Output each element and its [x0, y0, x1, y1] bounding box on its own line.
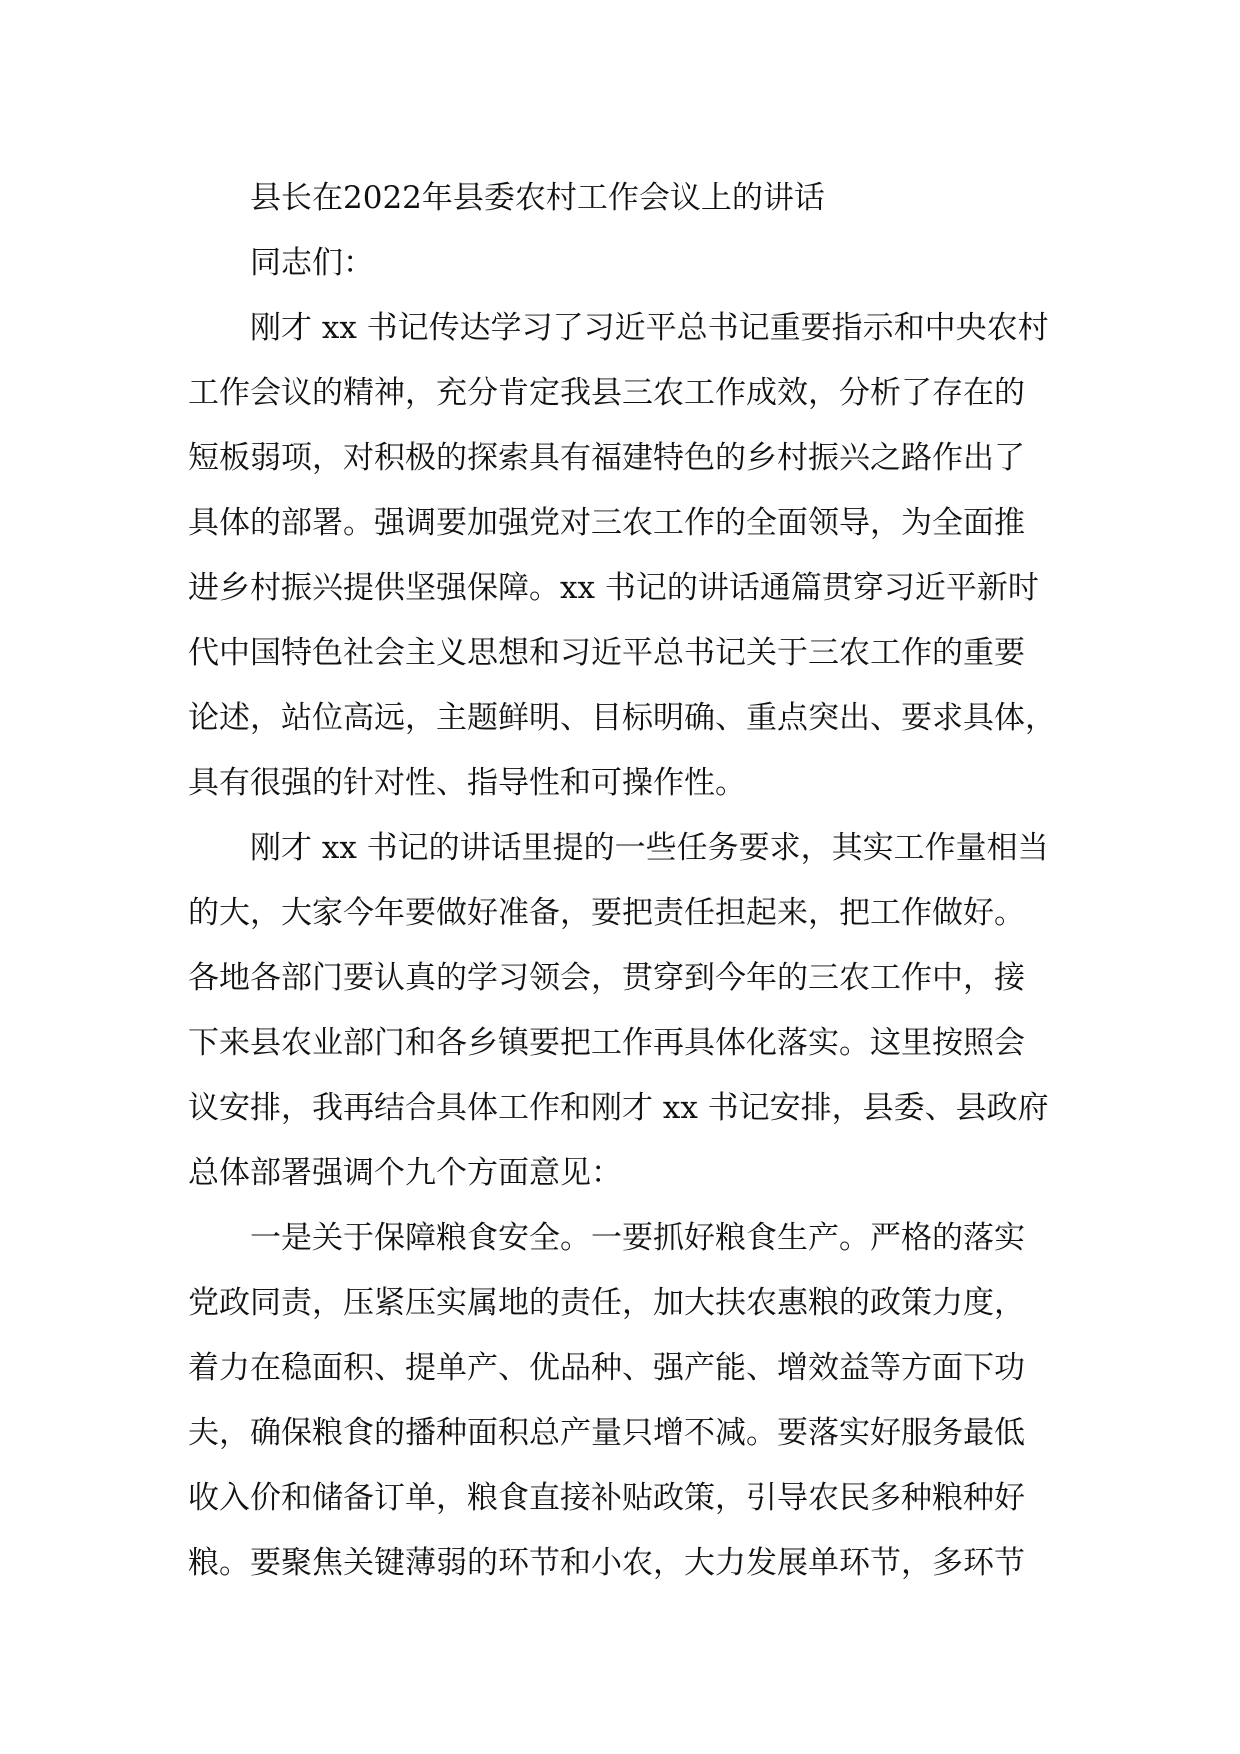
paragraph-3 — [188, 1206, 1068, 1596]
paragraph-line: 论述，站位高远，主题鲜明、目标明确、重点突出、要求具体， — [188, 700, 1056, 736]
paragraph-line: 刚才 xx 书记的讲话里提的一些任务要求，其实工作量相当 — [250, 830, 1049, 866]
paragraph-line: 进乡村振兴提供坚强保障。xx 书记的讲话通篇贯穿习近平新时 — [188, 570, 1039, 606]
paragraph-2 — [188, 816, 1068, 1206]
paragraph-line: 总体部署强调个九个方面意见： — [188, 1155, 622, 1191]
paragraph-line: 收入价和储备订单，粮食直接补贴政策，引导农民多种粮种好 — [188, 1480, 1025, 1516]
paragraph-line: 下来县农业部门和各乡镇要把工作再具体化落实。这里按照会 — [188, 1025, 1025, 1061]
paragraph-line: 粮。要聚焦关键薄弱的环节和小农，大力发展单环节，多环节 — [188, 1545, 1025, 1581]
paragraph-line: 各地各部门要认真的学习领会，贯穿到今年的三农工作中，接 — [188, 960, 1025, 996]
paragraph-line: 具体的部署。强调要加强党对三农工作的全面领导，为全面推 — [188, 505, 1025, 541]
paragraph-line: 的大，大家今年要做好准备，要把责任担起来，把工作做好。 — [188, 895, 1025, 931]
paragraph-line: 具有很强的针对性、指导性和可操作性。 — [188, 765, 746, 801]
paragraph-line: 党政同责，压紧压实属地的责任，加大扶农惠粮的政策力度， — [188, 1285, 1025, 1321]
paragraph-line: 代中国特色社会主义思想和习近平总书记关于三农工作的重要 — [188, 635, 1025, 671]
paragraph-line: 一是关于保障粮食安全。一要抓好粮食生产。严格的落实 — [250, 1220, 1025, 1256]
paragraph-line: 夫，确保粮食的播种面积总产量只增不减。要落实好服务最低 — [188, 1415, 1025, 1451]
greeting: 同志们： — [250, 245, 374, 281]
paragraph-line: 议安排，我再结合具体工作和刚才 xx 书记安排，县委、县政府 — [188, 1090, 1049, 1126]
document-body — [188, 166, 1068, 1596]
paragraph-line: 着力在稳面积、提单产、优品种、强产能、增效益等方面下功 — [188, 1350, 1025, 1386]
paragraph-line: 短板弱项，对积极的探索具有福建特色的乡村振兴之路作出了 — [188, 440, 1025, 476]
document-title: 县长在2022年县委农村工作会议上的讲话 — [250, 180, 825, 216]
paragraph-1 — [188, 296, 1068, 816]
paragraph-line: 工作会议的精神，充分肯定我县三农工作成效，分析了存在的 — [188, 375, 1025, 411]
paragraph-line: 刚才 xx 书记传达学习了习近平总书记重要指示和中央农村 — [250, 310, 1049, 346]
